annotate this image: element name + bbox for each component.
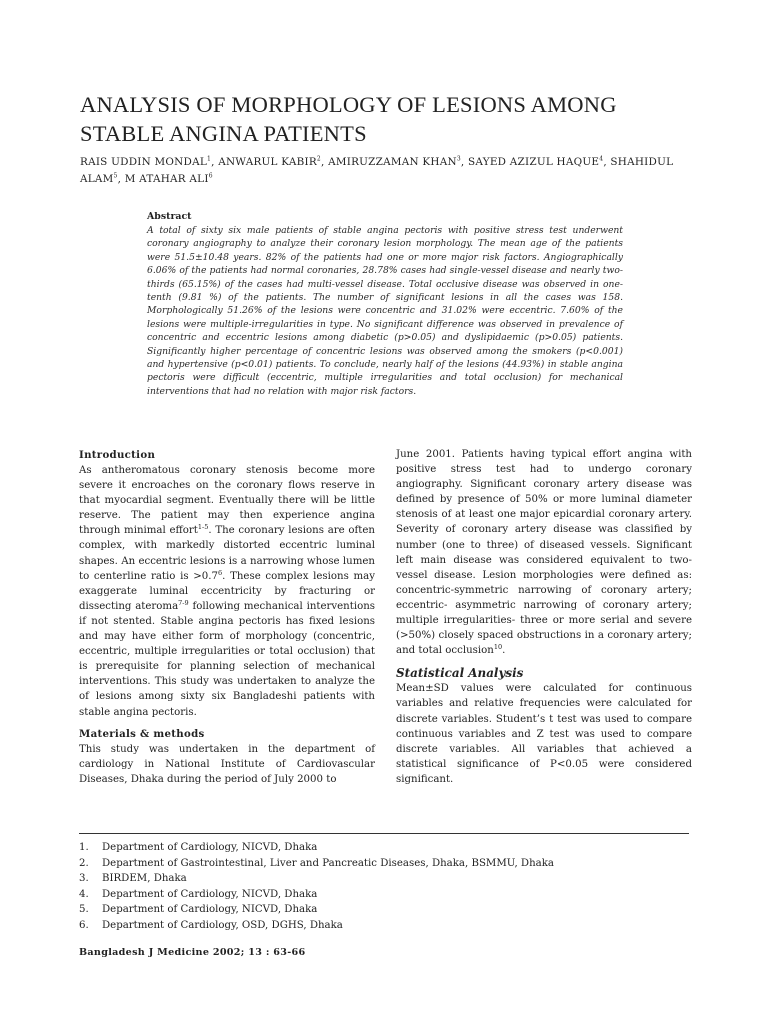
introduction-heading: Introduction <box>79 449 156 461</box>
citation-ref: 6 <box>218 568 223 577</box>
citation-ref: 7-9 <box>178 598 189 607</box>
affiliation-footnotes <box>79 840 699 934</box>
article-title: ANALYSIS OF MORPHOLOGY OF LESIONS AMONG STABLE ANGINA PATIENTS <box>80 92 617 146</box>
journal-citation: Bangladesh J Medicine 2002; 13 : 63-66 <box>79 947 306 958</box>
statistical-analysis-paragraph: Mean±SD values were calculated for continuous variables and relative frequencies were calculated for discrete variables. Student’s t test was used to compare continuous variables and Z test was used to compare discrete variables. All variables that achieved a statistical significance of P<0.05 were considered significant. <box>396 683 692 785</box>
methods-paragraph-continued: June 2001. Patients having typical effort angina with positive stress test had to undergo coronary angiography. Significant coronary artery disease was defined by presence of 50% or more luminal diameter stenosis of at least one major epicardial coronary artery. Severity of coronary artery disease was classified by number (one to three) of diseased vessels. Significant left main disease was considered equivalent to two-vessel disease. Lesion morphologies were defined as: concentric-symmetric narrowing of coronary artery; eccentric- asymmetric narrowing of coronary artery; multiple irregularities- three or more serial and severe (>50%) closely spaced obstructions in a coronary artery; and total occlusion$^{10}$. <box>396 449 692 657</box>
footnote-item: 3. BIRDEM, Dhaka <box>79 873 187 885</box>
methods-heading: Materials & methods <box>79 727 205 740</box>
author: SAYED AZIZUL HAQUE$^4$ <box>468 155 604 168</box>
footnote-divider <box>79 833 689 834</box>
statistical-analysis-heading: Statistical Analysis <box>396 666 524 681</box>
introduction-paragraph: As antheromatous coronary stenosis become more severe it encroaches on the coronary flows reserve in that myocardial segment. Eventually there will be little reserve. The patient may then experience angina through minimal effort$^{1-5}$. The coronary lesions are often complex, with markedly distorted eccentric luminal shapes. An eccentric lesions is a narrowing whose lumen to centerline ratio is >0.7$^6$. These complex lesions may exaggerate luminal eccentricity by fracturing or dissecting ateroma$^{7-9}$ following mechanical interventions if not stented. Stable angina pectoris has fixed lesions and may have either form of morphology (concentric, eccentric, multiple irregularities or total occlusion) that is prerequisite for planning selection of mechanical interventions. This study was undertaken to analyze the of lesions among sixty six Bangladeshi patients with stable angina pectoris. <box>79 465 376 718</box>
footnote-item: 6. Department of Cardiology, OSD, DGHS, Dhaka <box>79 919 343 931</box>
citation-ref: 1-5 <box>197 523 209 532</box>
abstract-text: A total of sixty six male patients of stable angina pectoris with positive stress test underwent coronary angiography to analyze their coronary lesion morphology. The mean age of the patients were 51.5±10.48 years. 82% of the patients had one or more major risk factors. Angiographically 6.06% of the patients had normal coronaries, 28.78% cases had single-vessel disease and nearly two-thirds (65.15%) of the cases had multi-vessel disease. Total occlusive disease was observed in one-tenth (9.81 %) of the patients. The number of significant lesions in all the cases was 158. Morphologically 51.26% of the lesions were concentric and 31.02% were eccentric. 7.60% of the lesions were multiple-irregularities in type. No significant difference was observed in prevalence of concentric and eccentric lesions among diabetic (p>0.05) and dyslipidaemic (p>0.05) patients. Significantly higher percentage of concentric lesions was observed among the smokers (p<0.001) and hypertensive (p<0.01) patients. To conclude, nearly half of the lesions (44.93%) in stable angina pectoris were difficult (eccentric, multiple irregularities and total occlusion) for mechanical interventions that had no relation with major risk factors. <box>147 225 623 397</box>
left-column <box>79 447 375 787</box>
citation-ref: 10 <box>493 643 503 652</box>
abstract-block <box>147 211 623 398</box>
footnote-item: 4. Department of Cardiology, NICVD, Dhaka <box>79 888 318 900</box>
author-list: RAIS UDDIN MONDAL$^1$, ANWARUL KABIR$^2$, AMIRUZZAMAN KHAN$^3$, SAYED AZIZUL HAQUE$^4$, SHAHIDUL ALAM$^5$, M ATAHAR ALI$^6$ <box>80 155 674 185</box>
footnote-item: 1. Department of Cardiology, NICVD, Dhaka <box>79 842 318 853</box>
author: SHAHIDUL ALAM$^5$ <box>80 156 674 185</box>
author: M ATAHAR ALI$^6$ <box>124 172 213 185</box>
author: RAIS UDDIN MONDAL$^1$ <box>80 155 212 168</box>
methods-paragraph-start: This study was undertaken in the department of cardiology in National Institute of Cardiovascular Diseases, Dhaka during the period of July 2000 to <box>79 743 375 785</box>
footnote-item: 2. Department of Gastrointestinal, Liver and Pancreatic Diseases, Dhaka, BSMMU, Dhaka <box>79 857 554 869</box>
author: AMIRUZZAMAN KHAN$^3$ <box>328 155 461 168</box>
right-column <box>396 447 692 787</box>
author: ANWARUL KABIR$^2$ <box>218 155 321 168</box>
abstract-heading: Abstract <box>147 211 192 222</box>
footnote-item: 5. Department of Cardiology, NICVD, Dhaka <box>79 904 318 916</box>
